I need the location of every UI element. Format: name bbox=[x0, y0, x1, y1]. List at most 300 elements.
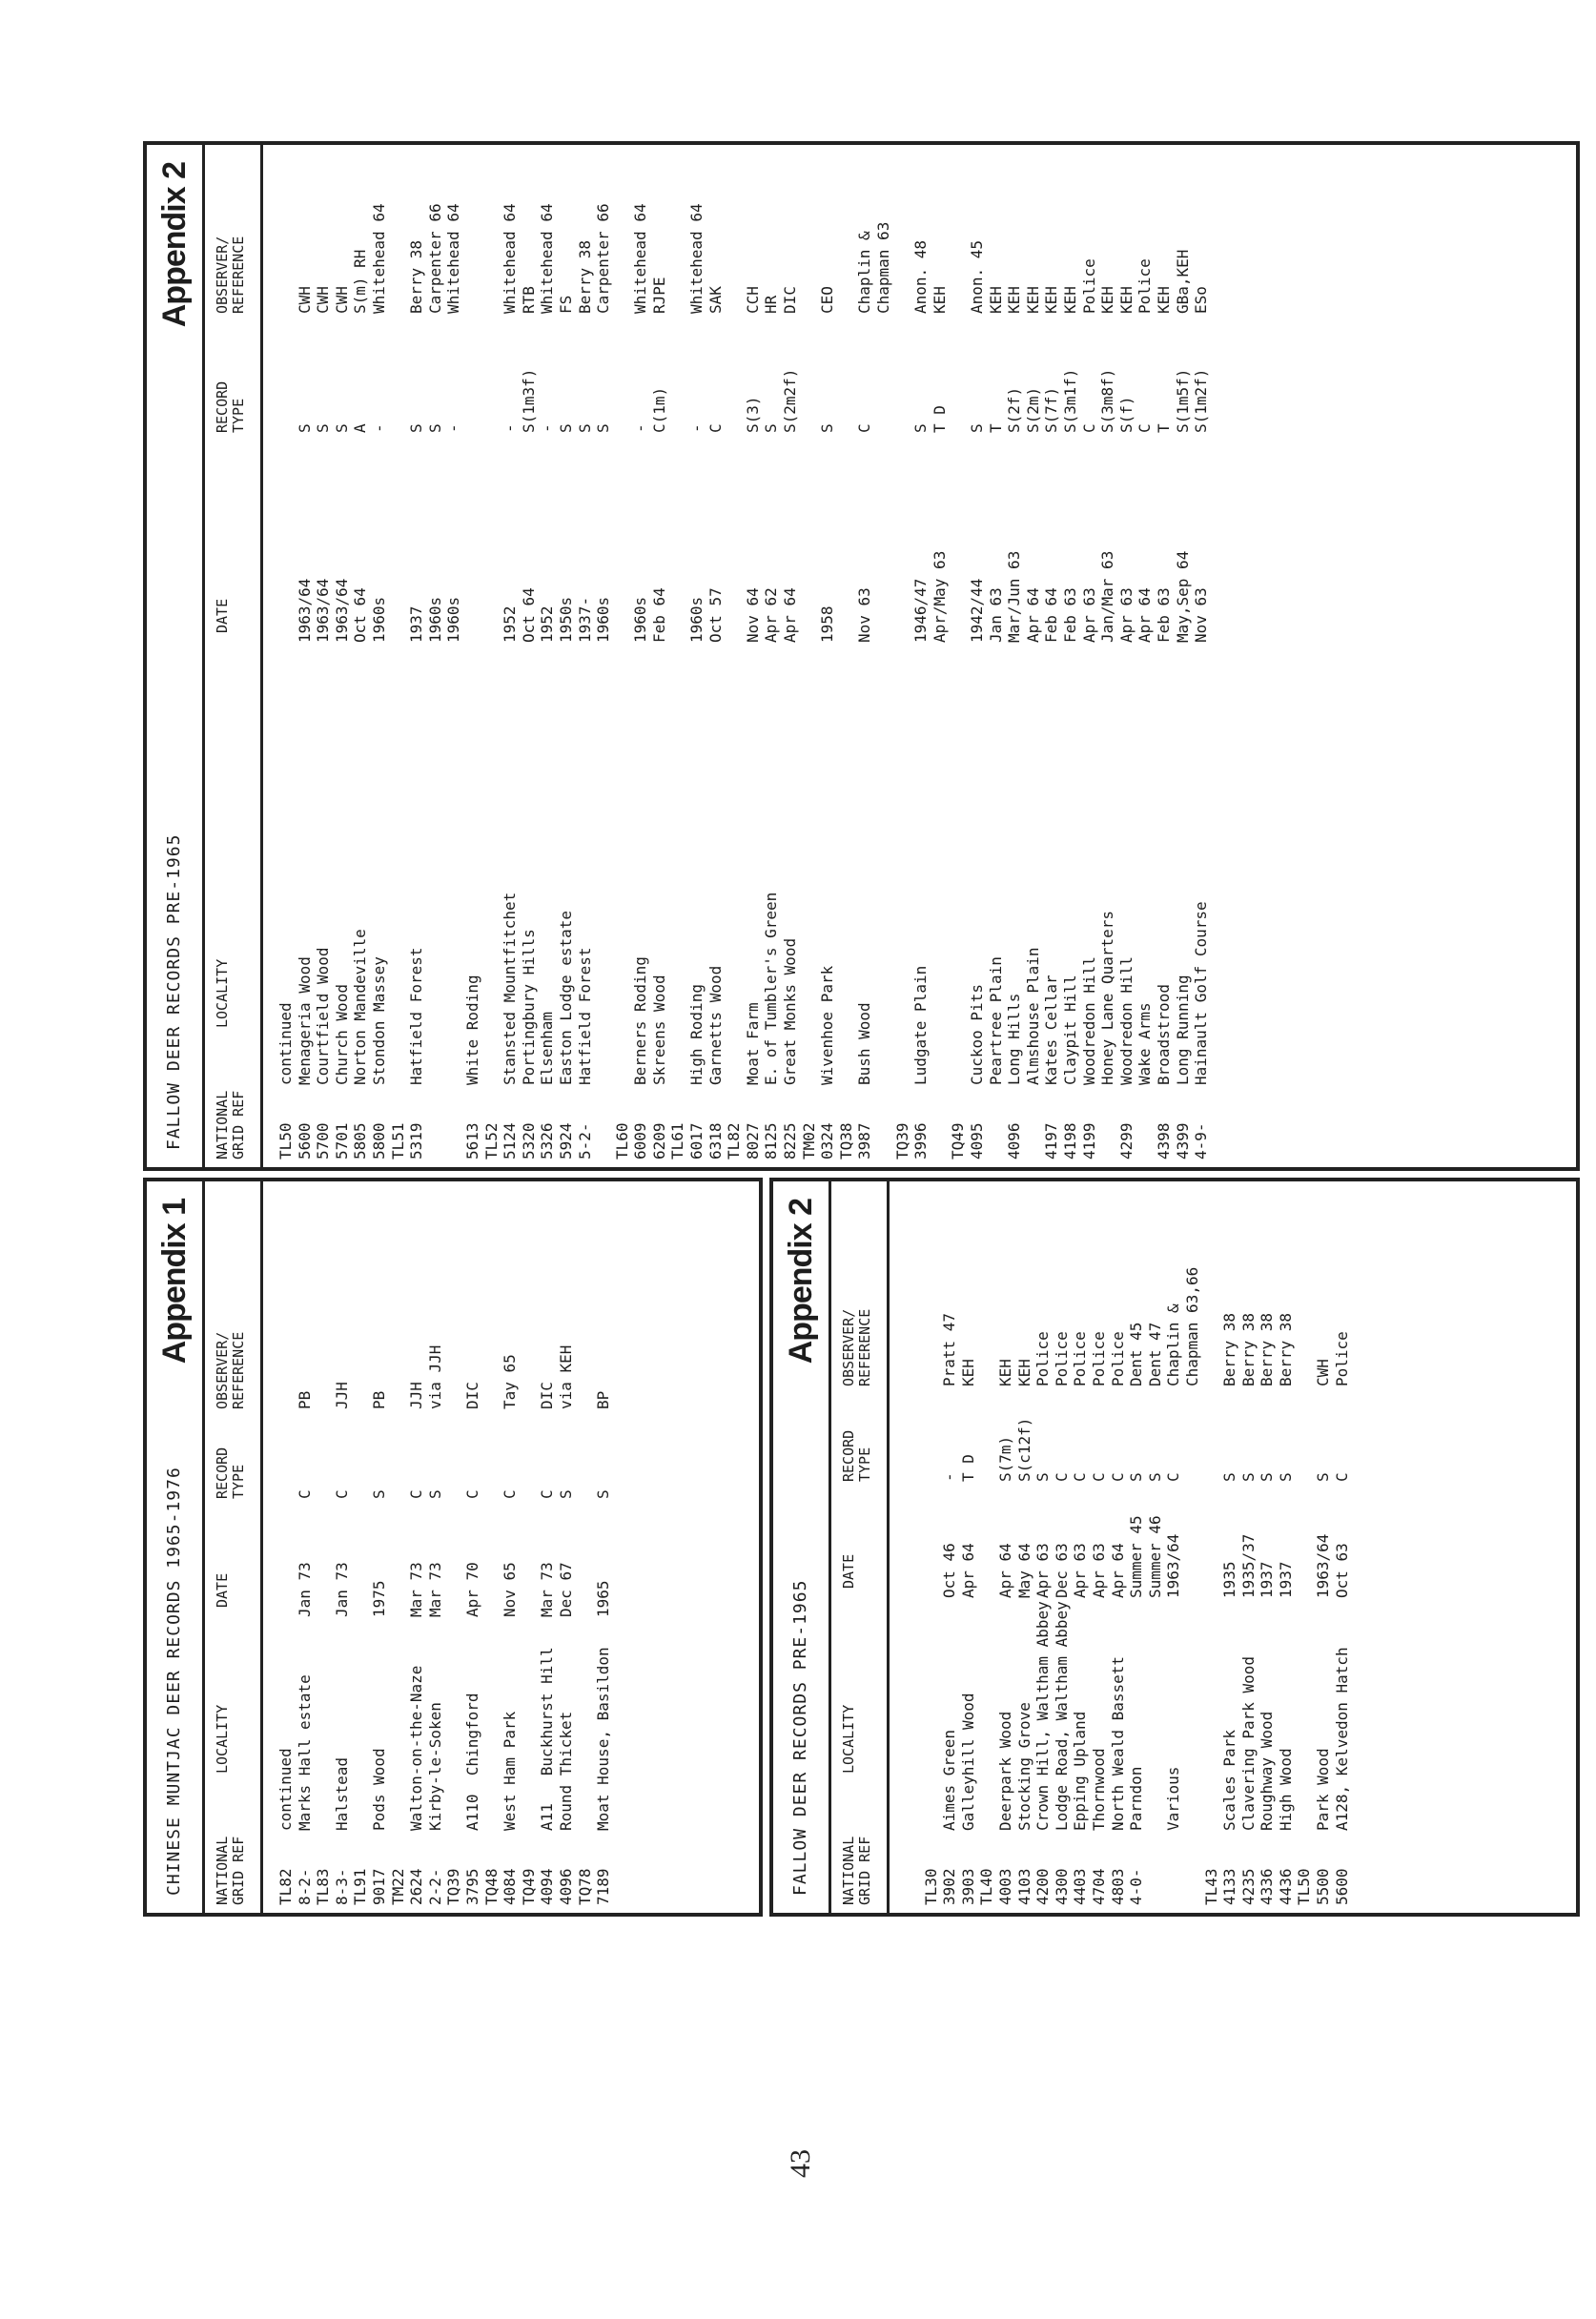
cell-date: Apr 63 bbox=[1116, 587, 1136, 643]
cell-observer: KEH bbox=[1154, 286, 1173, 314]
table-row bbox=[744, 145, 763, 1167]
appendix-label: Appendix 2 bbox=[147, 145, 202, 344]
cell-observer: Whitehead 64 bbox=[369, 203, 388, 314]
cell-locality: Berners Roding bbox=[631, 956, 650, 1085]
cell-locality: Park Wood bbox=[1314, 1748, 1333, 1831]
cell-type: C bbox=[1079, 423, 1098, 433]
cell-observer: Whitehead 64 bbox=[687, 203, 706, 314]
column-header-type: RECORD TYPE bbox=[214, 1447, 247, 1499]
table-row bbox=[687, 145, 706, 1167]
cell-grid: TL82 bbox=[276, 1868, 295, 1905]
cell-grid: 5-2- bbox=[575, 1122, 594, 1160]
cell-date: 1942/44 bbox=[967, 578, 986, 643]
cell-locality: Menageria Wood bbox=[295, 956, 314, 1085]
table-row bbox=[1183, 1181, 1202, 1913]
cell-type: C bbox=[295, 1489, 314, 1499]
cell-grid: 0324 bbox=[818, 1122, 837, 1160]
cell-date: 1960s bbox=[631, 596, 650, 643]
column-header-type: RECORD TYPE bbox=[214, 380, 247, 433]
table-row bbox=[706, 145, 726, 1167]
cell-type: S bbox=[967, 423, 986, 433]
cell-observer: Police bbox=[1071, 1331, 1090, 1386]
cell-grid: 4096 bbox=[556, 1868, 575, 1905]
cell-type: S(1m2f) bbox=[1192, 368, 1211, 433]
table-row bbox=[837, 145, 856, 1167]
table-row bbox=[557, 145, 576, 1167]
cell-locality: Parndon bbox=[1127, 1766, 1146, 1831]
cell-observer: KEH bbox=[1023, 286, 1042, 314]
cell-type: C bbox=[706, 423, 725, 433]
cell-locality: Marks Hall estate bbox=[295, 1674, 314, 1831]
column-header-observer: OBSERVER/ REFERENCE bbox=[214, 1331, 247, 1409]
cell-locality: Moat House, Basildon bbox=[594, 1647, 613, 1831]
cell-date: Apr 64 bbox=[1136, 587, 1155, 643]
table-row bbox=[333, 1181, 352, 1913]
cell-observer: JJH bbox=[407, 1382, 426, 1409]
column-header-grid: NATIONAL GRID REF bbox=[214, 1836, 247, 1905]
cell-date: Apr 70 bbox=[462, 1562, 481, 1617]
cell-type: S bbox=[911, 423, 931, 433]
cell-grid: 4094 bbox=[538, 1868, 557, 1905]
cell-locality: Easton Lodge estate bbox=[556, 910, 575, 1085]
cell-locality: Wake Arms bbox=[1136, 1002, 1155, 1085]
cell-locality: Scales Park bbox=[1220, 1730, 1239, 1831]
cell-date: Jan 63 bbox=[986, 587, 1005, 643]
cell-date: May,Sep 64 bbox=[1173, 550, 1192, 643]
cell-observer: Police bbox=[1052, 1331, 1071, 1386]
cell-grid: 5924 bbox=[556, 1122, 575, 1160]
cell-observer: S(m) RH bbox=[351, 249, 370, 314]
cell-date: 1963/64 bbox=[332, 578, 351, 643]
table-row bbox=[725, 145, 744, 1167]
cell-date: Nov 63 bbox=[1192, 587, 1211, 643]
table-row bbox=[333, 145, 352, 1167]
cell-date: 1960s bbox=[369, 596, 388, 643]
cell-observer: Berry 38 bbox=[575, 239, 594, 314]
table-row bbox=[1005, 145, 1024, 1167]
cell-grid: TM02 bbox=[799, 1122, 818, 1160]
table-row bbox=[781, 145, 800, 1167]
cell-grid: 4436 bbox=[1276, 1868, 1295, 1905]
table-row bbox=[501, 145, 520, 1167]
cell-grid: 6318 bbox=[706, 1122, 725, 1160]
cell-observer: Dent 45 bbox=[1127, 1322, 1146, 1386]
cell-date: Apr 63 bbox=[1089, 1543, 1108, 1598]
cell-observer: via KEH bbox=[556, 1344, 575, 1409]
cell-type: C bbox=[462, 1489, 481, 1499]
cell-type: - bbox=[687, 423, 706, 433]
cell-type: - bbox=[444, 423, 463, 433]
cell-grid: 8027 bbox=[743, 1122, 762, 1160]
table-row bbox=[1080, 145, 1099, 1167]
cell-locality: Roughway Wood bbox=[1258, 1711, 1277, 1831]
cell-observer: Whitehead 64 bbox=[501, 203, 520, 314]
cell-date: Apr 63 bbox=[1033, 1543, 1053, 1598]
cell-date: Oct 46 bbox=[940, 1543, 959, 1598]
cell-grid: 4198 bbox=[1060, 1122, 1079, 1160]
cell-type: S(7f) bbox=[1042, 386, 1061, 433]
cell-date: 1937 bbox=[1276, 1561, 1295, 1598]
cell-date: 1963/64 bbox=[314, 578, 333, 643]
cell-date: 1937- bbox=[575, 596, 594, 643]
cell-locality: Deerpark Wood bbox=[995, 1711, 1014, 1831]
cell-date: 1963/64 bbox=[1164, 1533, 1183, 1598]
table-row bbox=[557, 1181, 576, 1913]
cell-observer: Chaplin & bbox=[1164, 1303, 1183, 1386]
table-row bbox=[631, 145, 650, 1167]
cell-locality: Kates Cellar bbox=[1042, 975, 1061, 1085]
cell-locality: Woodredon Hill bbox=[1079, 956, 1098, 1085]
cell-date: Nov 65 bbox=[501, 1562, 520, 1617]
table-row bbox=[370, 1181, 389, 1913]
table-row bbox=[314, 145, 333, 1167]
cell-observer: Carpenter 66 bbox=[594, 203, 613, 314]
table-row bbox=[520, 1181, 539, 1913]
table-title: CHINESE MUNTJAC DEER RECORDS 1965-1976 bbox=[164, 1467, 184, 1896]
cell-observer: Police bbox=[1108, 1331, 1127, 1386]
table-row bbox=[1024, 145, 1043, 1167]
cell-observer: Police bbox=[1136, 258, 1155, 314]
cell-type: - bbox=[940, 1472, 959, 1482]
cell-locality: Portingbury Hills bbox=[519, 929, 538, 1085]
cell-date: 1946/47 bbox=[911, 578, 931, 643]
column-header-observer: OBSERVER/ REFERENCE bbox=[214, 236, 247, 314]
cell-type: C bbox=[538, 1489, 557, 1499]
column-header-locality: LOCALITY bbox=[214, 1704, 231, 1774]
cell-date: 1960s bbox=[444, 596, 463, 643]
cell-observer: CEO bbox=[818, 286, 837, 314]
cell-type: C bbox=[1052, 1472, 1071, 1482]
cell-type: S(2m) bbox=[1023, 386, 1042, 433]
cell-type: C bbox=[1164, 1472, 1183, 1482]
cell-observer: FS bbox=[556, 295, 575, 314]
cell-observer: Whitehead 64 bbox=[631, 203, 650, 314]
cell-date: Apr 62 bbox=[762, 587, 781, 643]
column-header-row bbox=[205, 145, 263, 1167]
table-row bbox=[1146, 1181, 1165, 1913]
cell-date: 1965 bbox=[594, 1580, 613, 1617]
cell-grid: TL40 bbox=[977, 1868, 996, 1905]
cell-grid: 5320 bbox=[519, 1122, 538, 1160]
column-header-row bbox=[831, 1181, 890, 1913]
cell-grid: 5701 bbox=[332, 1122, 351, 1160]
table-row bbox=[959, 1181, 978, 1913]
table-row bbox=[1239, 1181, 1258, 1913]
cell-type: S bbox=[369, 1489, 388, 1499]
table-title-bar bbox=[147, 145, 205, 1167]
cell-observer: Tay 65 bbox=[501, 1354, 520, 1409]
cell-type: S bbox=[1220, 1472, 1239, 1482]
cell-type: T bbox=[986, 423, 1005, 433]
cell-grid: 4133 bbox=[1220, 1868, 1239, 1905]
cell-locality: Elsenham bbox=[538, 1011, 557, 1085]
cell-locality: Honey Lane Quarters bbox=[1098, 910, 1117, 1085]
cell-type: - bbox=[369, 423, 388, 433]
table-row bbox=[370, 145, 389, 1167]
cell-grid: 8-2- bbox=[295, 1868, 314, 1905]
cell-observer: KEH bbox=[1005, 286, 1024, 314]
cell-grid: TQ39 bbox=[444, 1868, 463, 1905]
cell-observer: Whitehead 64 bbox=[538, 203, 557, 314]
cell-type: C bbox=[1108, 1472, 1127, 1482]
table-row bbox=[482, 1181, 501, 1913]
table-row bbox=[576, 1181, 595, 1913]
cell-locality: Long Hills bbox=[1005, 993, 1024, 1085]
table-row bbox=[1053, 1181, 1072, 1913]
column-header-date: DATE bbox=[214, 1572, 231, 1608]
cell-observer: Police bbox=[1033, 1331, 1053, 1386]
cell-type: S(c12f) bbox=[1014, 1417, 1033, 1482]
table-row bbox=[818, 145, 837, 1167]
appendix-label: Appendix 1 bbox=[147, 1181, 202, 1381]
cell-type: S(2m2f) bbox=[781, 368, 800, 433]
cell-date: Feb 64 bbox=[649, 587, 668, 643]
cell-date: Feb 63 bbox=[1060, 587, 1079, 643]
cell-grid: 5800 bbox=[369, 1122, 388, 1160]
cell-locality: A128, Kelvedon Hatch bbox=[1332, 1647, 1351, 1831]
cell-observer: PB bbox=[295, 1390, 314, 1409]
table-row bbox=[1220, 1181, 1239, 1913]
cell-locality: Halstead bbox=[332, 1756, 351, 1831]
cell-grid: TL30 bbox=[921, 1868, 940, 1905]
column-header-grid: NATIONAL GRID REF bbox=[214, 1090, 247, 1160]
cell-grid: TL83 bbox=[314, 1868, 333, 1905]
cell-type: S(3) bbox=[743, 396, 762, 433]
cell-locality: Aimes Green bbox=[940, 1730, 959, 1831]
cell-date: Mar 73 bbox=[407, 1562, 426, 1617]
table-row bbox=[996, 1181, 1015, 1913]
table-row bbox=[444, 145, 463, 1167]
cell-type: S bbox=[407, 423, 426, 433]
cell-type: T bbox=[1154, 423, 1173, 433]
cell-locality: Moat Farm bbox=[743, 1002, 762, 1085]
cell-date: Apr 64 bbox=[1023, 587, 1042, 643]
cell-grid: 4398 bbox=[1154, 1122, 1173, 1160]
cell-date: Mar 73 bbox=[425, 1562, 444, 1617]
table-row bbox=[576, 145, 595, 1167]
fallow-table-panel-right bbox=[143, 141, 1580, 1171]
table-row bbox=[444, 1181, 463, 1913]
cell-locality: Hatfield Forest bbox=[407, 947, 426, 1085]
cell-grid: 4084 bbox=[501, 1868, 520, 1905]
cell-type: A bbox=[351, 423, 370, 433]
cell-observer: Pratt 47 bbox=[940, 1312, 959, 1386]
cell-grid: 5600 bbox=[1332, 1868, 1351, 1905]
cell-date: 1963/64 bbox=[295, 578, 314, 643]
cell-locality: continued bbox=[276, 1002, 295, 1085]
table-title: FALLOW DEER RECORDS PRE-1965 bbox=[790, 1579, 810, 1896]
table-row bbox=[1314, 1181, 1333, 1913]
column-header-type: RECORD TYPE bbox=[840, 1429, 873, 1482]
cell-observer: Whitehead 64 bbox=[444, 203, 463, 314]
table-title-bar bbox=[773, 1181, 831, 1913]
cell-grid: 4704 bbox=[1089, 1868, 1108, 1905]
cell-locality: Peartree Plain bbox=[986, 956, 1005, 1085]
cell-grid: 4336 bbox=[1258, 1868, 1277, 1905]
cell-observer: Police bbox=[1079, 258, 1098, 314]
cell-date: Oct 63 bbox=[1332, 1543, 1351, 1598]
cell-type: S(f) bbox=[1116, 396, 1136, 433]
cell-observer: Berry 38 bbox=[1276, 1312, 1295, 1386]
table-row bbox=[520, 145, 539, 1167]
cell-locality: Claypit Hill bbox=[1060, 975, 1079, 1085]
cell-grid: 8125 bbox=[762, 1122, 781, 1160]
table-row bbox=[893, 145, 912, 1167]
table-row bbox=[968, 145, 987, 1167]
cell-locality: Galleyhill Wood bbox=[958, 1693, 977, 1831]
cell-observer: CWH bbox=[1314, 1359, 1333, 1386]
cell-date: Mar 73 bbox=[538, 1562, 557, 1617]
cell-observer: KEH bbox=[1116, 286, 1136, 314]
cell-type: S bbox=[332, 423, 351, 433]
cell-type: C bbox=[332, 1489, 351, 1499]
table-row bbox=[1098, 145, 1117, 1167]
cell-locality: Lodge Road, Waltham Abbey bbox=[1052, 1601, 1071, 1831]
cell-date: Summer 45 bbox=[1127, 1515, 1146, 1598]
cell-grid: 5319 bbox=[407, 1122, 426, 1160]
cell-grid: TL50 bbox=[276, 1122, 295, 1160]
table-row bbox=[463, 145, 482, 1167]
cell-grid: 4197 bbox=[1042, 1122, 1061, 1160]
cell-locality: Wivenhoe Park bbox=[818, 965, 837, 1085]
appendix-label: Appendix 2 bbox=[773, 1181, 829, 1381]
table-title: FALLOW DEER RECORDS PRE-1965 bbox=[164, 833, 184, 1150]
table-row bbox=[1155, 145, 1174, 1167]
cell-type: S(7m) bbox=[995, 1435, 1014, 1482]
cell-locality: Garnetts Wood bbox=[706, 965, 725, 1085]
cell-grid: 6009 bbox=[631, 1122, 650, 1160]
table-row bbox=[940, 1181, 959, 1913]
table-row bbox=[1333, 1181, 1352, 1913]
table-row bbox=[800, 145, 819, 1167]
cell-grid: TL52 bbox=[481, 1122, 501, 1160]
cell-type: C bbox=[855, 423, 874, 433]
cell-locality: Round Thicket bbox=[556, 1711, 575, 1831]
table-row bbox=[538, 145, 557, 1167]
cell-date: Apr 64 bbox=[1108, 1543, 1127, 1598]
cell-locality: Hainault Golf Course bbox=[1192, 901, 1211, 1085]
column-header-locality: LOCALITY bbox=[840, 1704, 857, 1774]
cell-locality: Walton-on-the-Naze bbox=[407, 1665, 426, 1831]
cell-date: May 64 bbox=[1014, 1543, 1033, 1598]
cell-grid: 3903 bbox=[958, 1868, 977, 1905]
cell-locality: Cuckoo Pits bbox=[967, 984, 986, 1085]
column-header-date: DATE bbox=[840, 1553, 857, 1589]
table-row bbox=[1090, 1181, 1109, 1913]
cell-type: S bbox=[1127, 1472, 1146, 1482]
cell-type: S bbox=[1033, 1472, 1053, 1482]
table-row bbox=[296, 145, 315, 1167]
cell-grid: 8-3- bbox=[332, 1868, 351, 1905]
cell-observer: CWH bbox=[314, 286, 333, 314]
table-row bbox=[1136, 145, 1155, 1167]
table-row bbox=[650, 145, 669, 1167]
cell-observer: Chapman 63,66 bbox=[1182, 1266, 1201, 1386]
table-row bbox=[1295, 1181, 1314, 1913]
cell-locality: West Ham Park bbox=[501, 1711, 520, 1831]
table-row bbox=[426, 1181, 445, 1913]
cell-type: S(1m3f) bbox=[519, 368, 538, 433]
cell-grid: 9017 bbox=[369, 1868, 388, 1905]
cell-observer: KEH bbox=[1060, 286, 1079, 314]
table-row bbox=[1258, 1181, 1277, 1913]
cell-observer: Berry 38 bbox=[1258, 1312, 1277, 1386]
cell-grid: 3987 bbox=[855, 1122, 874, 1160]
cell-observer: via JJH bbox=[425, 1344, 444, 1409]
cell-locality: Thornwood bbox=[1089, 1748, 1108, 1831]
table-row bbox=[874, 145, 893, 1167]
cell-date: 1952 bbox=[538, 605, 557, 643]
cell-observer: KEH bbox=[995, 1359, 1014, 1386]
table-row bbox=[407, 1181, 426, 1913]
cell-type: S bbox=[556, 1489, 575, 1499]
cell-type: S bbox=[1238, 1472, 1258, 1482]
cell-grid: 2624 bbox=[407, 1868, 426, 1905]
cell-date: 1963/64 bbox=[1314, 1533, 1333, 1598]
table-row bbox=[1109, 1181, 1128, 1913]
cell-type: S bbox=[575, 423, 594, 433]
cell-date: Oct 64 bbox=[519, 587, 538, 643]
table-row bbox=[594, 1181, 613, 1913]
cell-date: Oct 64 bbox=[351, 587, 370, 643]
cell-locality: Great Monks Wood bbox=[781, 937, 800, 1085]
cell-type: C bbox=[1089, 1472, 1108, 1482]
column-header-observer: OBSERVER/ REFERENCE bbox=[840, 1308, 873, 1386]
cell-type: S bbox=[594, 423, 613, 433]
cell-observer: Carpenter 66 bbox=[425, 203, 444, 314]
cell-grid: 4300 bbox=[1052, 1868, 1071, 1905]
cell-observer: Police bbox=[1332, 1331, 1351, 1386]
cell-locality: Hatfield Forest bbox=[575, 947, 594, 1085]
cell-type: S bbox=[594, 1489, 613, 1499]
table-row bbox=[538, 1181, 557, 1913]
cell-date: Apr 64 bbox=[995, 1543, 1014, 1598]
column-header-grid: NATIONAL GRID REF bbox=[840, 1836, 873, 1905]
page-number: 43 bbox=[785, 2149, 816, 2178]
muntjac-table-panel bbox=[143, 1178, 763, 1917]
cell-grid: 4200 bbox=[1033, 1868, 1053, 1905]
cell-grid: TM22 bbox=[388, 1868, 407, 1905]
cell-type: - bbox=[631, 423, 650, 433]
cell-observer: Berry 38 bbox=[407, 239, 426, 314]
cell-observer: KEH bbox=[930, 286, 949, 314]
column-header-locality: LOCALITY bbox=[214, 958, 231, 1028]
cell-grid: 5805 bbox=[351, 1122, 370, 1160]
cell-locality: E. of Tumbler's Green bbox=[762, 892, 781, 1085]
table-row bbox=[276, 145, 296, 1167]
cell-observer: CWH bbox=[332, 286, 351, 314]
table-row bbox=[296, 1181, 315, 1913]
cell-type: - bbox=[501, 423, 520, 433]
cell-grid: TL43 bbox=[1201, 1868, 1220, 1905]
cell-locality: Almshouse Plain bbox=[1023, 947, 1042, 1085]
cell-observer: DIC bbox=[462, 1382, 481, 1409]
cell-grid: TQ49 bbox=[519, 1868, 538, 1905]
table-row bbox=[1164, 1181, 1183, 1913]
cell-observer: Police bbox=[1089, 1331, 1108, 1386]
cell-date: Apr 63 bbox=[1079, 587, 1098, 643]
cell-grid: TQ48 bbox=[481, 1868, 501, 1905]
cell-grid: 4103 bbox=[1014, 1868, 1033, 1905]
cell-type: S(1m5f) bbox=[1173, 368, 1192, 433]
cell-grid: 5613 bbox=[462, 1122, 481, 1160]
cell-type: S bbox=[1145, 1472, 1164, 1482]
cell-date: 1935/37 bbox=[1238, 1533, 1258, 1598]
cell-observer: KEH bbox=[1014, 1359, 1033, 1386]
cell-locality: Church Wood bbox=[332, 984, 351, 1085]
cell-grid: 5700 bbox=[314, 1122, 333, 1160]
table-row bbox=[314, 1181, 333, 1913]
